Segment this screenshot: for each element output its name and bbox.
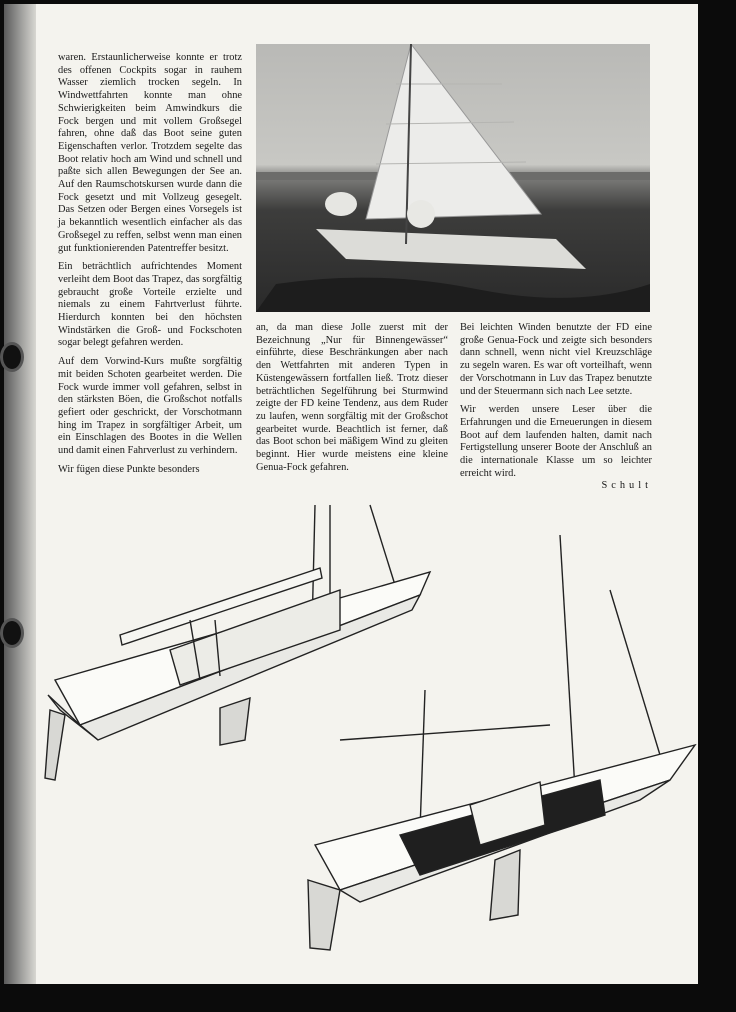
paragraph: an, da man diese Jolle zuerst mit der Bezeichnung „Nur für Binnengewässer“ einführte, diese Beschränkungen aber nach den Wettfahrten mit anderen Typen in Küstengewässern fortfallen ließ. Trotz dieser beträchtlichen Segelführung bei Sturmwind zeigte der FD keine Tendenz, aus dem Ruder zu laufen, wenn sorgfältig mit der Großschot gearbeitet wurde. Beachtlich ist ferner, daß das Boot schon bei mäßigem Wind zu gleiten beginnt. Hier wurde meistens eine kleine Genua-Fock gefahren. <box>256 322 448 473</box>
author-signature: Schult <box>601 480 652 492</box>
scan-edge-shadow <box>698 4 736 984</box>
paragraph: waren. Erstaunlicherweise konnte er trotz des offenen Cockpits sogar in rauhem Wasser ziemlich trocken segeln. In Windwettfahrten konnte man ohne Schwierigkeiten beim Amwindkurs die Fock bergen und mit vollem Großsegel fahren, ohne daß das Boot seine guten Eigenschaften verlor. Trotzdem segelte das Boot relativ hoch am Wind und schnell und paßte sich allen Bewegungen der See an. Auf den Raumschotskursen wurde dann die Fock gesetzt und mit Vollzeug gesegelt. Das Setzen oder Bergen eines Vorsegels ist ja bekanntlich wesentlich einfacher als das Großsegel zu reffen, selbst wenn man einen gut funktionierenden Patentreffer besitzt. <box>58 52 242 254</box>
boat-drawings <box>40 500 700 970</box>
middle-text-column <box>256 322 448 480</box>
paragraph: Wir fügen diese Punkte besonders <box>58 463 200 475</box>
paragraph: Wir werden unsere Leser über die Erfahrungen und die Erneuerungen in diesem Boot auf dem laufenden halten, damit nach Fertigstellung unserer Boote der Anschluß an die internationale Klasse um so leichter erreicht wird. <box>460 404 652 479</box>
sailboat-photo-graphic <box>256 44 650 312</box>
left-text-column <box>58 52 242 483</box>
paragraph: Auf dem Vorwind-Kurs mußte sorgfältig mit beiden Schoten gearbeitet werden. Die Fock wurde immer voll gefahren, selbst in den stärksten Böen, die Großschot notfalls gefiert oder geschrickt, der Vorschotmann hing im Trapez in sorgfältiger Arbeit, um ein Einschlagen des Bootes in die Wellen und damit einen Fahrverlust zu verhindern. <box>58 356 242 457</box>
page-binding <box>4 4 36 984</box>
scan-bottom-edge <box>0 984 736 1012</box>
binder-ring-bottom <box>0 618 24 648</box>
binder-ring-top <box>0 342 24 372</box>
sailing-photo <box>256 44 650 312</box>
paragraph: Bei leichten Winden benutzte der FD eine große Genua-Fock und zeigte sich besonders dann schnell, wenn nicht viel Kreuzschläge zu segeln waren. Es war oft vorteilhaft, wenn der Vorschotmann in Luv das Trapez benutzte und der Steuermann sich nach Lee setzte. <box>460 322 652 397</box>
paragraph: Ein beträchtlich aufrichtendes Moment verleiht dem Boot das Trapez, das sorgfältig gebraucht große Vorteile erzielte und niemals zu einem Fahrtverlust führte. Hierdurch konnten bei den höchsten Windstärken die Groß- und Fockschoten sogar belegt gefahren werden. <box>58 261 242 349</box>
upper-boat-drawing <box>45 505 430 780</box>
right-text-column <box>460 322 652 493</box>
